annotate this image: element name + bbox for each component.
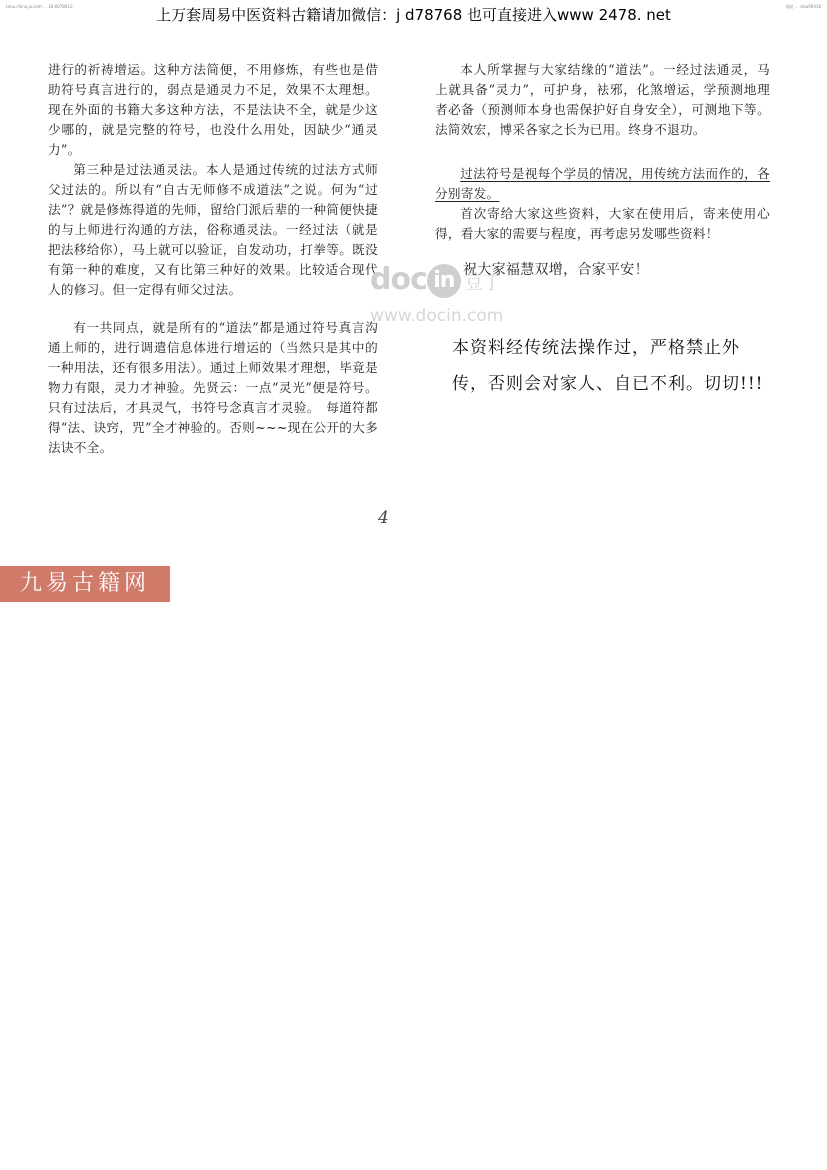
docin-logo: doc in bbox=[370, 262, 461, 297]
warning-line-1: 本资料经传统法操作过，严格禁止外 bbox=[452, 338, 740, 358]
right-column bbox=[435, 60, 770, 280]
warning-line-2: 传，否则会对家人、自已不利。切切!!! bbox=[452, 374, 764, 394]
docin-logo-cn: 豆丁 bbox=[464, 273, 501, 294]
site-logo: 九易古籍网 bbox=[0, 566, 170, 602]
header-tiny-left: tenu.china.jo.com ... 16-0078010 bbox=[6, 4, 73, 9]
docin-url: www.docin.com bbox=[370, 306, 504, 326]
right-paragraph-underlined: 过法符号是视每个学员的情况，用传统方法而作的，各分别寄发。 bbox=[435, 166, 770, 201]
right-paragraph-1: 本人所掌握与大家结缘的“道法”。一经过法通灵，马上就具备“灵力”，可护身，袪邪，化煞增运，学预测地理者必备（预测师本身也需保护好自身安全），可测地下等。法简效宏，博采各家之长为已用。终身不退功。 bbox=[435, 62, 770, 137]
top-banner: 上万套周易中医资料古籍请加微信：j d78768 也可直接进入www 2478. net bbox=[156, 6, 671, 24]
page-number: 4 bbox=[378, 508, 389, 528]
left-column bbox=[48, 60, 378, 458]
right-paragraph-2: 首次寄给大家这些资料，大家在使用后，寄来使用心得，看大家的需要与程度，再考虑另发哪些资料！ bbox=[435, 206, 770, 241]
blessing-line: 祝大家福慧双增，合家平安！ bbox=[463, 262, 649, 278]
header-tiny-right: 地址 ... disa99416 bbox=[785, 4, 821, 9]
left-paragraph-3: 有一共同点，就是所有的“道法”都是通过符号真言沟通上师的，进行调遣信息体进行增运的（当然只是其中的一种用法，还有很多用法）。通过上师效果才理想，毕竟是物力有限，灵力才神验。先贤云：一点“灵光”便是符号。只有过法后，才具灵气，书符号念真言才灵验。 每道符都得“法、诀窍，咒”全才神验的。否则~~~现在公开的大多法诀不全。 bbox=[48, 320, 378, 455]
left-paragraph-1: 进行的祈祷增运。这种方法简便，不用修炼，有些也是借助符号真言进行的，弱点是通灵力不足，效果不太理想。现在外面的书籍大多这种方法，不是法诀不全，就是少这少哪的，就是完整的符号，也没什么用处，因缺少“通灵力”。 bbox=[48, 62, 378, 157]
left-paragraph-2: 第三种是过法通灵法。本人是通过传统的过法方式师父过法的。所以有“自古无师修不成道法”之说。何为“过法”？就是修炼得道的先师，留给门派后辈的一种简便快捷的与上师进行沟通的方法，俗称通灵法。一经过法（就是把法移给你），马上就可以验证，自发动功，打拳等。既没有第一种的难度，又有比第三种好的效果。比较适合现代人的修习。但一定得有师父过法。 bbox=[48, 162, 378, 297]
warning-notice bbox=[452, 330, 782, 402]
